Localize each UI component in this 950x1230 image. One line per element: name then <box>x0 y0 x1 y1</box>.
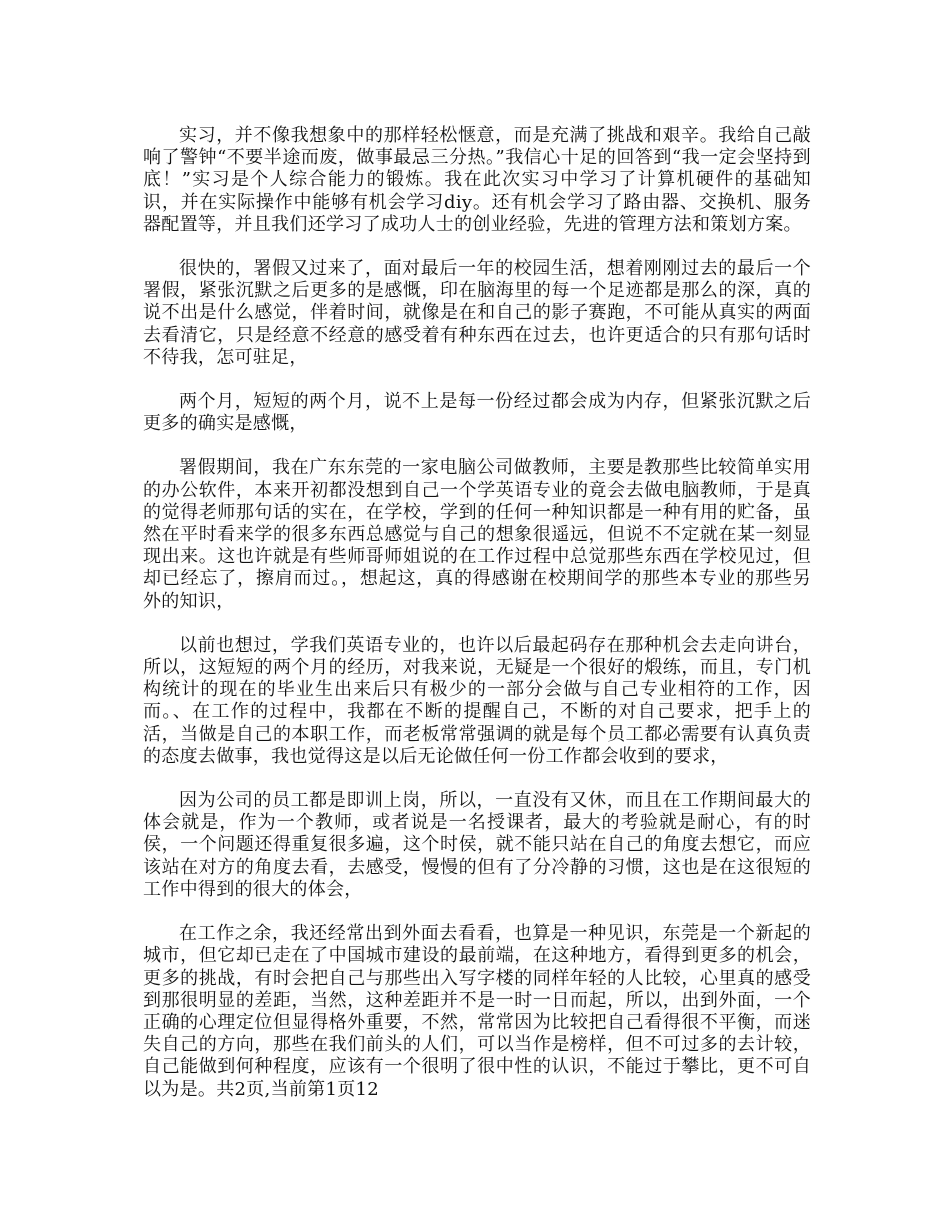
document-body <box>143 125 811 1101</box>
paragraph-7: 在工作之余，我还经常出到外面去看看，也算是一种见识，东莞是一个新起的城市，但它却已走在了中国城市建设的最前端，在这种地方，看得到更多的机会，更多的挑战，有时会把自己与那些出入写字楼的同样年轻的人比较，心里真的感受到那很明显的差距，当然，这种差距并不是一时一日而起，所以，出到外面，一个正确的心理定位但显得格外重要，不然，常常因为比较把自己看得很不平衡，而迷失自己的方向，那些在我们前头的人们，可以当作是榜样，但不可过多的去计较，自己能做到何种程度，应该有一个很明了很中性的认识，不能过于攀比，更不可自以为是。共2页,当前第1页12 <box>143 923 811 1100</box>
paragraph-2: 很快的，署假又过来了，面对最后一年的校园生活，想着刚刚过去的最后一个署假，紧张沉默之后更多的是感慨，印在脑海里的每一个足迹都是那么的深，真的说不出是什么感觉，伴着时间，就像是在和自己的影子赛跑，不可能从真实的两面去看清它，只是经意不经意的感受着有种东西在过去，也许更适合的只有那句话时不待我，怎可驻足， <box>143 258 811 368</box>
paragraph-6: 因为公司的员工都是即训上岗，所以，一直没有又休，而且在工作期间最大的体会就是，作为一个教师，或者说是一名授课者，最大的考验就是耐心，有的时侯，一个问题还得重复很多遍，这个时侯，就不能只站在自己的角度去想它，而应该站在对方的角度去看，去感受，慢慢的但有了分冷静的习惯，这也是在这很短的工作中得到的很大的体会， <box>143 790 811 900</box>
paragraph-3: 两个月，短短的两个月，说不上是每一份经过都会成为内存，但紧张沉默之后更多的确实是感慨， <box>143 391 811 435</box>
paragraph-5: 以前也想过，学我们英语专业的，也许以后最起码存在那种机会去走向讲台，所以，这短短的两个月的经历，对我来说，无疑是一个很好的煅练，而且，专门机构统计的现在的毕业生出来后只有极少的一部分会做与自己专业相符的工作，因而。、在工作的过程中，我都在不断的提醒自己，不断的对自己要求，把手上的活，当做是自己的本职工作，而老板常常强调的就是每个员工都必需要有认真负责的态度去做事，我也觉得这是以后无论做任何一份工作都会收到的要求， <box>143 634 811 767</box>
paragraph-4: 署假期间，我在广东东莞的一家电脑公司做教师，主要是教那些比较简单实用的办公软件，本来开初都没想到自己一个学英语专业的竟会去做电脑教师，于是真的觉得老师那句话的实在，在学校，学到的任何一种知识都是一种有用的贮备，虽然在平时看来学的很多东西总感觉与自己的想象很遥远，但说不不定就在某一刻显现出来。这也许就是有些师哥师姐说的在工作过程中总觉那些东西在学校见过，但却已经忘了，擦肩而过。，想起这，真的得感谢在校期间学的那些本专业的那些另外的知识， <box>143 457 811 612</box>
paragraph-1: 实习，并不像我想象中的那样轻松惬意，而是充满了挑战和艰辛。我给自己敲响了警钟“不要半途而废，做事最忌三分热。”我信心十足的回答到“我一定会坚持到底！”实习是个人综合能力的锻炼。我在此次实习中学习了计算机硬件的基础知识，并在实际操作中能够有机会学习diy。还有机会学习了路由器、交换机、服务器配置等，并且我们还学习了成功人士的创业经验，先进的管理方法和策划方案。 <box>143 125 811 235</box>
